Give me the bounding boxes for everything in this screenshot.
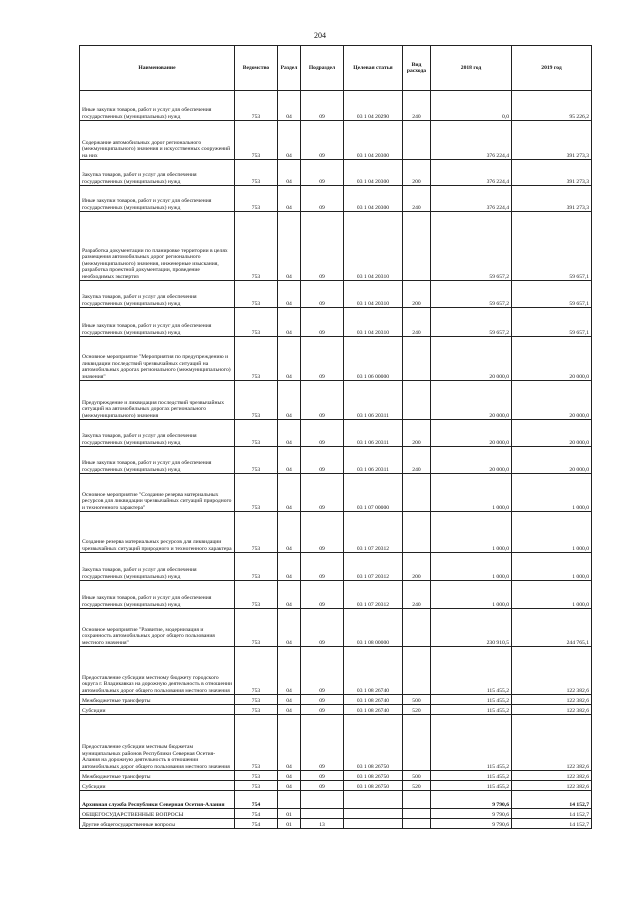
- cell-2019: 59 657,1: [512, 308, 592, 337]
- cell-2019: 122 382,6: [512, 695, 592, 705]
- cell-name: Предоставление субсидии местному бюджету городского округа г. Владикавказ на дорожную деятельность в отношении автомобильных дорог общего пользования местного значения: [80, 647, 235, 695]
- cell-dept: 754: [235, 791, 278, 809]
- cell-article: 03 1 04 20310: [344, 308, 403, 337]
- cell-2019: 122 382,6: [512, 781, 592, 791]
- cell-section: 04: [278, 381, 301, 420]
- cell-expense-type: [403, 512, 431, 553]
- cell-expense-type: 240: [403, 308, 431, 337]
- cell-2018: 376 224,4: [431, 121, 512, 160]
- cell-name: Иные закупки товаров, работ и услуг для обеспечения государственных (муниципальных) нужд: [80, 447, 235, 474]
- cell-dept: 753: [235, 308, 278, 337]
- cell-2018: 9 790,6: [431, 819, 512, 829]
- cell-subsection: 09: [301, 420, 344, 447]
- table-row: [80, 474, 592, 512]
- cell-dept: 753: [235, 781, 278, 791]
- cell-2018: 20 000,0: [431, 447, 512, 474]
- cell-dept: 753: [235, 715, 278, 771]
- cell-2019: 1 000,0: [512, 474, 592, 512]
- cell-2019: 59 657,1: [512, 281, 592, 308]
- cell-subsection: 09: [301, 695, 344, 705]
- cell-expense-type: 200: [403, 420, 431, 447]
- cell-subsection: [301, 809, 344, 819]
- cell-dept: 753: [235, 695, 278, 705]
- cell-2018: 20 000,0: [431, 420, 512, 447]
- cell-name: ОБЩЕГОСУДАРСТВЕННЫЕ ВОПРОСЫ: [80, 809, 235, 819]
- cell-expense-type: 200: [403, 553, 431, 581]
- cell-article: 03 1 06 20311: [344, 381, 403, 420]
- cell-2019: 14 152,7: [512, 809, 592, 819]
- table-row: [80, 121, 592, 160]
- cell-dept: 753: [235, 281, 278, 308]
- table-body: [80, 91, 592, 829]
- table-row: [80, 695, 592, 705]
- cell-name: Закупка товаров, работ и услуг для обеспечения государственных (муниципальных) нужд: [80, 160, 235, 186]
- cell-article: 03 1 08 26750: [344, 715, 403, 771]
- cell-subsection: 09: [301, 512, 344, 553]
- header-dept: Ведомство: [235, 46, 278, 91]
- cell-name: Основное мероприятие "Развитие, модернизация и сохранность автомобильных дорог общего пользования местного значения": [80, 609, 235, 647]
- cell-article: 03 1 07 20312: [344, 581, 403, 609]
- table-row: [80, 791, 592, 809]
- cell-dept: 753: [235, 512, 278, 553]
- cell-article: 03 1 08 26750: [344, 771, 403, 781]
- cell-2019: 20 000,0: [512, 420, 592, 447]
- cell-name: Межбюджетные трансферты: [80, 695, 235, 705]
- cell-name: Разработка документации по планировке территории в целях размещения автомобильных дорог регионального (межмуниципального) значения, инженерные изыскания, разработка проектной документации, проведение необходимых экспертиз: [80, 212, 235, 281]
- table-row: [80, 186, 592, 212]
- cell-section: [278, 791, 301, 809]
- cell-subsection: [301, 791, 344, 809]
- cell-section: 04: [278, 212, 301, 281]
- cell-name: Закупка товаров, работ и услуг для обеспечения государственных (муниципальных) нужд: [80, 420, 235, 447]
- cell-article: 03 1 07 20312: [344, 553, 403, 581]
- cell-2018: 115 455,2: [431, 647, 512, 695]
- cell-2018: 20 000,0: [431, 337, 512, 381]
- cell-article: 03 1 04 20290: [344, 91, 403, 121]
- cell-dept: 754: [235, 819, 278, 829]
- cell-section: 04: [278, 281, 301, 308]
- table-row: [80, 553, 592, 581]
- cell-expense-type: [403, 212, 431, 281]
- cell-2018: 9 790,6: [431, 791, 512, 809]
- cell-article: 03 1 04 20300: [344, 160, 403, 186]
- cell-2018: 230 910,5: [431, 609, 512, 647]
- cell-subsection: 09: [301, 160, 344, 186]
- table-row: [80, 512, 592, 553]
- cell-name: Содержание автомобильных дорог регионального (межмуниципального) значения и искусственных сооружений на них: [80, 121, 235, 160]
- cell-expense-type: 200: [403, 160, 431, 186]
- cell-section: 04: [278, 512, 301, 553]
- cell-2018: 115 455,2: [431, 781, 512, 791]
- cell-name: Субсидии: [80, 781, 235, 791]
- cell-subsection: 09: [301, 381, 344, 420]
- cell-2019: 20 000,0: [512, 447, 592, 474]
- cell-article: 03 1 08 26740: [344, 695, 403, 705]
- cell-subsection: 09: [301, 474, 344, 512]
- cell-2019: 14 152,7: [512, 819, 592, 829]
- cell-dept: 753: [235, 581, 278, 609]
- table-row: [80, 91, 592, 121]
- cell-name: Субсидии: [80, 705, 235, 715]
- cell-2019: 1 000,0: [512, 512, 592, 553]
- table-row: [80, 647, 592, 695]
- cell-subsection: 09: [301, 705, 344, 715]
- page-number: 204: [314, 31, 326, 40]
- cell-expense-type: 240: [403, 447, 431, 474]
- cell-section: 01: [278, 809, 301, 819]
- table-row: [80, 771, 592, 781]
- cell-expense-type: [403, 381, 431, 420]
- cell-dept: 754: [235, 809, 278, 819]
- cell-section: 04: [278, 715, 301, 771]
- cell-2018: 1 000,0: [431, 553, 512, 581]
- cell-article: 03 1 06 20311: [344, 420, 403, 447]
- cell-subsection: 09: [301, 609, 344, 647]
- cell-dept: 753: [235, 609, 278, 647]
- table-row: [80, 308, 592, 337]
- cell-dept: 753: [235, 337, 278, 381]
- header-expense-type: Вид расхода: [403, 46, 431, 91]
- cell-name: Основное мероприятие "Создание резерва материальных ресурсов для ликвидации чрезвычайных ситуаций природного и техногенного характера": [80, 474, 235, 512]
- cell-name: Иные закупки товаров, работ и услуг для обеспечения государственных (муниципальных) нужд: [80, 308, 235, 337]
- cell-dept: 753: [235, 381, 278, 420]
- cell-subsection: 09: [301, 186, 344, 212]
- cell-2018: 115 455,2: [431, 705, 512, 715]
- cell-2018: 115 455,2: [431, 695, 512, 705]
- header-2018: 2018 год: [431, 46, 512, 91]
- cell-2019: 20 000,0: [512, 381, 592, 420]
- cell-section: 04: [278, 447, 301, 474]
- table-row: [80, 337, 592, 381]
- cell-expense-type: [403, 474, 431, 512]
- cell-2019: 122 382,6: [512, 705, 592, 715]
- cell-dept: 753: [235, 160, 278, 186]
- cell-article: 03 1 07 00000: [344, 474, 403, 512]
- cell-section: 04: [278, 609, 301, 647]
- table-row: [80, 160, 592, 186]
- cell-section: 04: [278, 647, 301, 695]
- cell-dept: 753: [235, 121, 278, 160]
- cell-2019: 14 152,7: [512, 791, 592, 809]
- cell-section: 04: [278, 705, 301, 715]
- cell-subsection: 09: [301, 781, 344, 791]
- table-row: [80, 447, 592, 474]
- cell-section: 04: [278, 781, 301, 791]
- header-section: Раздел: [278, 46, 301, 91]
- cell-section: 04: [278, 771, 301, 781]
- cell-2019: 1 000,0: [512, 553, 592, 581]
- cell-dept: 753: [235, 771, 278, 781]
- cell-2019: 391 273,3: [512, 186, 592, 212]
- cell-dept: 753: [235, 474, 278, 512]
- cell-2018: 59 657,2: [431, 212, 512, 281]
- budget-table: [79, 45, 592, 829]
- cell-subsection: 09: [301, 447, 344, 474]
- cell-name: Закупка товаров, работ и услуг для обеспечения государственных (муниципальных) нужд: [80, 553, 235, 581]
- cell-subsection: 13: [301, 819, 344, 829]
- cell-2018: 9 790,6: [431, 809, 512, 819]
- cell-section: 04: [278, 553, 301, 581]
- cell-2018: 20 000,0: [431, 381, 512, 420]
- cell-article: 03 1 07 20312: [344, 512, 403, 553]
- cell-article: [344, 819, 403, 829]
- cell-article: 03 1 04 20300: [344, 121, 403, 160]
- cell-2018: 59 657,2: [431, 308, 512, 337]
- cell-expense-type: [403, 337, 431, 381]
- cell-name: Иные закупки товаров, работ и услуг для обеспечения государственных (муниципальных) нужд: [80, 186, 235, 212]
- cell-subsection: 09: [301, 121, 344, 160]
- cell-expense-type: [403, 609, 431, 647]
- cell-subsection: 09: [301, 771, 344, 781]
- cell-expense-type: [403, 715, 431, 771]
- cell-expense-type: [403, 809, 431, 819]
- cell-2019: 122 382,6: [512, 715, 592, 771]
- cell-name: Иные закупки товаров, работ и услуг для обеспечения государственных (муниципальных) нужд: [80, 581, 235, 609]
- cell-expense-type: 500: [403, 695, 431, 705]
- cell-section: 04: [278, 581, 301, 609]
- cell-name: Основное мероприятие "Мероприятия по предупреждению и ликвидации последствий чрезвычайных ситуаций на автомобильных дорогах регионального (межмуниципального) значения": [80, 337, 235, 381]
- cell-2019: 391 273,3: [512, 121, 592, 160]
- cell-section: 04: [278, 695, 301, 705]
- cell-subsection: 09: [301, 281, 344, 308]
- cell-2018: 1 000,0: [431, 512, 512, 553]
- table-row: [80, 715, 592, 771]
- cell-section: 04: [278, 474, 301, 512]
- header-row: [80, 46, 592, 91]
- cell-subsection: 09: [301, 337, 344, 381]
- cell-article: 03 1 08 26750: [344, 781, 403, 791]
- cell-section: 01: [278, 819, 301, 829]
- cell-dept: 753: [235, 705, 278, 715]
- cell-2018: 1 000,0: [431, 474, 512, 512]
- cell-2019: 122 382,6: [512, 771, 592, 781]
- cell-article: 03 1 04 20300: [344, 186, 403, 212]
- cell-2019: 95 226,2: [512, 91, 592, 121]
- table-row: [80, 581, 592, 609]
- cell-name: Иные закупки товаров, работ и услуг для обеспечения государственных (муниципальных) нужд: [80, 91, 235, 121]
- cell-2018: 59 657,2: [431, 281, 512, 308]
- cell-expense-type: 240: [403, 186, 431, 212]
- cell-expense-type: 520: [403, 705, 431, 715]
- cell-article: 03 1 08 00000: [344, 609, 403, 647]
- cell-dept: 753: [235, 447, 278, 474]
- cell-name: Предупреждение и ликвидация последствий чрезвычайных ситуаций на автомобильных дорогах регионального (межмуниципального) значения: [80, 381, 235, 420]
- cell-dept: 753: [235, 212, 278, 281]
- cell-article: [344, 791, 403, 809]
- table-row: [80, 609, 592, 647]
- cell-2018: 376 224,4: [431, 186, 512, 212]
- cell-name: Межбюджетные трансферты: [80, 771, 235, 781]
- cell-section: 04: [278, 160, 301, 186]
- table-row: [80, 781, 592, 791]
- cell-name: Предоставление субсидии местным бюджетам муниципальных районов Республики Северная Осетия-Алания на дорожную деятельность в отношении автомобильных дорог общего пользования местного значения: [80, 715, 235, 771]
- cell-section: 04: [278, 308, 301, 337]
- table-row: [80, 281, 592, 308]
- cell-dept: 753: [235, 420, 278, 447]
- cell-name: Создание резерва материальных ресурсов для ликвидации чрезвычайных ситуаций природного и техногенного характера: [80, 512, 235, 553]
- cell-2018: 115 455,2: [431, 771, 512, 781]
- cell-dept: 753: [235, 647, 278, 695]
- table-row: [80, 705, 592, 715]
- cell-article: 03 1 04 20310: [344, 212, 403, 281]
- cell-2019: 1 000,0: [512, 581, 592, 609]
- cell-expense-type: 520: [403, 781, 431, 791]
- cell-2018: 1 000,0: [431, 581, 512, 609]
- cell-subsection: 09: [301, 553, 344, 581]
- cell-subsection: 09: [301, 308, 344, 337]
- cell-expense-type: [403, 121, 431, 160]
- cell-article: [344, 809, 403, 819]
- cell-section: 04: [278, 420, 301, 447]
- cell-2019: 391 273,3: [512, 160, 592, 186]
- cell-name: Другие общегосударственные вопросы: [80, 819, 235, 829]
- cell-expense-type: 240: [403, 91, 431, 121]
- cell-section: 04: [278, 186, 301, 212]
- cell-subsection: 09: [301, 581, 344, 609]
- cell-article: 03 1 04 20310: [344, 281, 403, 308]
- cell-section: 04: [278, 91, 301, 121]
- cell-2019: 244 765,1: [512, 609, 592, 647]
- table-row: [80, 212, 592, 281]
- header-subsection: Подраздел: [301, 46, 344, 91]
- cell-subsection: 09: [301, 647, 344, 695]
- cell-subsection: 09: [301, 715, 344, 771]
- cell-2018: 115 455,2: [431, 715, 512, 771]
- cell-subsection: 09: [301, 212, 344, 281]
- header-article: Целевая статья: [344, 46, 403, 91]
- cell-dept: 753: [235, 553, 278, 581]
- cell-dept: 753: [235, 186, 278, 212]
- cell-expense-type: 500: [403, 771, 431, 781]
- cell-subsection: 09: [301, 91, 344, 121]
- cell-2019: 20 000,0: [512, 337, 592, 381]
- cell-article: 03 1 06 20311: [344, 447, 403, 474]
- table-row: [80, 420, 592, 447]
- cell-2018: 0,0: [431, 91, 512, 121]
- table-row: [80, 381, 592, 420]
- cell-dept: 753: [235, 91, 278, 121]
- cell-expense-type: 200: [403, 281, 431, 308]
- header-name: Наименование: [80, 46, 235, 91]
- cell-article: 03 1 08 26740: [344, 705, 403, 715]
- cell-article: 03 1 08 26740: [344, 647, 403, 695]
- cell-article: 03 1 06 00000: [344, 337, 403, 381]
- cell-2018: 376 224,4: [431, 160, 512, 186]
- cell-expense-type: [403, 791, 431, 809]
- table-row: [80, 819, 592, 829]
- cell-2019: 59 657,1: [512, 212, 592, 281]
- cell-name: Архивная служба Республики Северная Осетия-Алания: [80, 791, 235, 809]
- cell-section: 04: [278, 121, 301, 160]
- cell-expense-type: [403, 819, 431, 829]
- cell-expense-type: 240: [403, 581, 431, 609]
- cell-section: 04: [278, 337, 301, 381]
- cell-expense-type: [403, 647, 431, 695]
- cell-2019: 122 382,6: [512, 647, 592, 695]
- header-2019: 2019 год: [512, 46, 592, 91]
- table-row: [80, 809, 592, 819]
- cell-name: Закупка товаров, работ и услуг для обеспечения государственных (муниципальных) нужд: [80, 281, 235, 308]
